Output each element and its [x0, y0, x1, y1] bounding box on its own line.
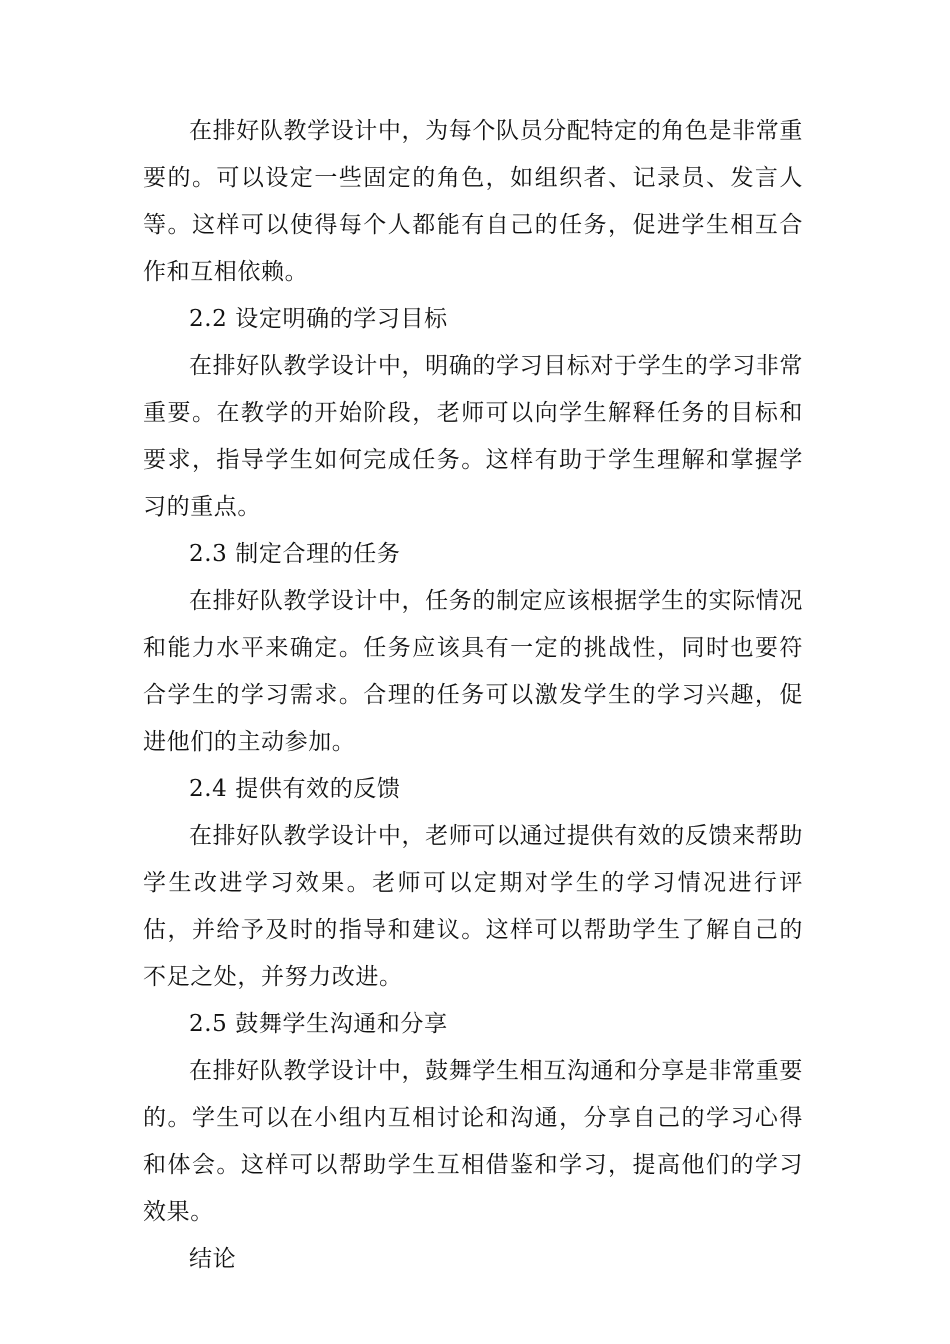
paragraph-role-assignment: 在排好队教学设计中，为每个队员分配特定的角色是非常重要的。可以设定一些固定的角色，如组织者、记录员、发言人等。这样可以使得每个人都能有自己的任务，促进学生相互合作和互相依赖。: [143, 118, 803, 285]
paragraph-learning-goals: 在排好队教学设计中，明确的学习目标对于学生的学习非常重要。在教学的开始阶段，老师可以向学生解释任务的目标和要求，指导学生如何完成任务。这样有助于学生理解和掌握学习的重点。: [143, 353, 803, 520]
heading-2-2: 2.2 设定明确的学习目标: [189, 306, 448, 332]
heading-2-3: 2.3 制定合理的任务: [189, 541, 401, 567]
heading-conclusion: 结论: [189, 1246, 237, 1272]
heading-2-4: 2.4 提供有效的反馈: [189, 776, 401, 802]
paragraph-reasonable-tasks: 在排好队教学设计中，任务的制定应该根据学生的实际情况和能力水平来确定。任务应该具有一定的挑战性，同时也要符合学生的学习需求。合理的任务可以激发学生的学习兴趣，促进他们的主动参加。: [143, 588, 803, 755]
paragraph-effective-feedback: 在排好队教学设计中，老师可以通过提供有效的反馈来帮助学生改进学习效果。老师可以定期对学生的学习情况进行评估，并给予及时的指导和建议。这样可以帮助学生了解自己的不足之处，并努力改进。: [143, 823, 803, 990]
heading-2-5: 2.5 鼓舞学生沟通和分享: [189, 1011, 448, 1037]
paragraph-communication-sharing: 在排好队教学设计中，鼓舞学生相互沟通和分享是非常重要的。学生可以在小组内互相讨论和沟通，分享自己的学习心得和体会。这样可以帮助学生互相借鉴和学习，提高他们的学习效果。: [143, 1058, 803, 1225]
document-body: [143, 108, 803, 1283]
